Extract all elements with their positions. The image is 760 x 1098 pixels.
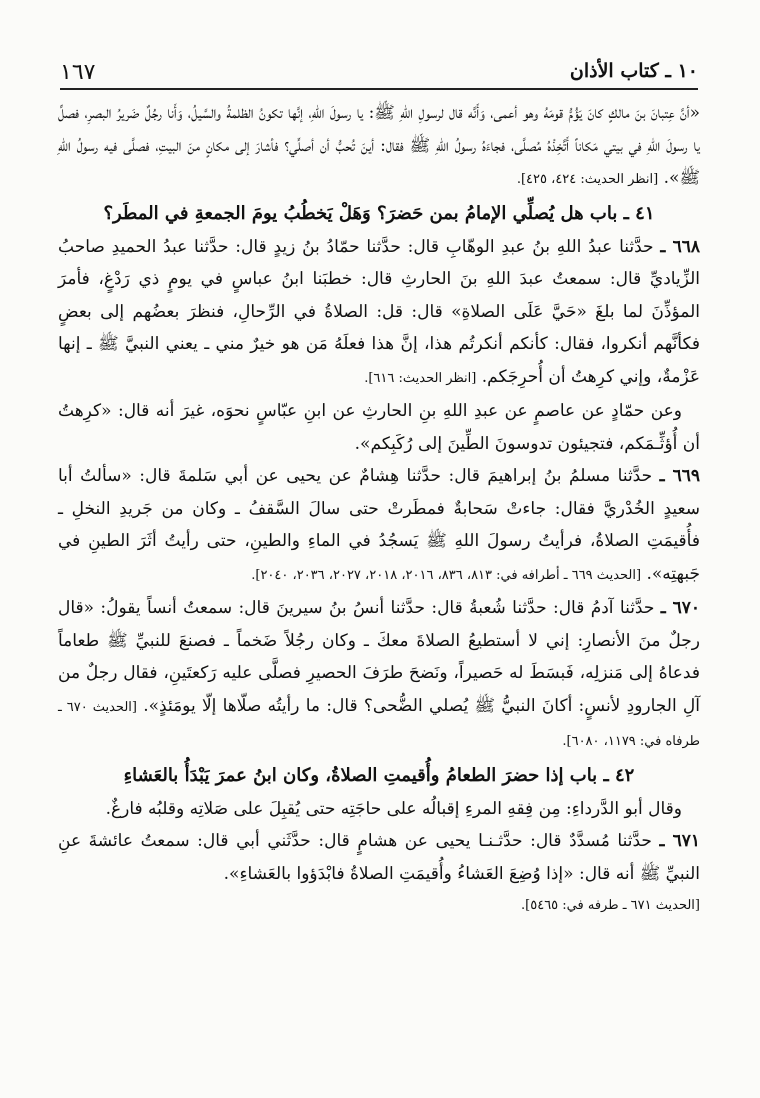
hadith-text: حدَّثنا عبدُ اللهِ بنُ عبدِ الوهّابِ قال: حدَّثنا حمّادُ بنُ زيدٍ قال: حدَّثنا عبدُ الحميدِ صاحبُ الزِّياديِّ قال: سمعتُ عبدَ اللهِ بنَ الحارثِ قال: خطبَنا ابنُ عباسٍ في يومٍ ذي رَدْغٍ، فأمرَ المؤذِّنَ لما بلغَ «حَيَّ عَلَى الصلاةِ» قال: قل: الصلاةُ في الرِّحالِ، فنظرَ بعضُهم إلى بعضٍ فكأنَّهم أنكروا، فقال: كأنكم أنكرتُم هذا، إنَّ هذا فعلَهُ مَن هو خيرٌ مني ـ يعني النبيَّ ﷺ ـ إنها عَزْمةٌ، وإني كرِهتُ أن أُحرِجَكم.	[58, 236, 700, 387]
hadith-reference: [الحديث ٦٦٩ ـ أطرافه في: ٨١٣، ٨٣٦، ٢٠١٦، ٢٠١٨، ٢٠٢٧، ٢٠٣٦، ٢٠٤٠].	[251, 567, 642, 583]
running-head: ١٠ ـ كتاب الأذان	[569, 60, 698, 82]
header-rule	[60, 88, 698, 90]
hadith-669	[58, 460, 700, 592]
hadith-continuation	[58, 97, 700, 197]
hadith-reference: [انظر الحديث: ٤٢٤، ٤٢٥].	[516, 172, 659, 187]
hadith-reference: [انظر الحديث: ٦١٦].	[364, 370, 477, 386]
chapter-heading-41: ٤١ ـ باب هل يُصلِّي الإمامُ بمن حَضرَ؟ وَهَلْ يَخطُبُ يومَ الجمعةِ في المطَر؟	[103, 202, 655, 224]
page-header	[60, 58, 698, 90]
chapter-heading-42: ٤٢ ـ باب إذا حضرَ الطعامُ وأُقيمتِ الصلاةُ، وكان ابنُ عمرَ يَبْدَأُ بالعَشاءِ	[123, 764, 635, 786]
hadith-number: ٦٦٩ ـ	[659, 466, 700, 486]
hadith-text: حدَّثنا آدمُ قال: حدَّثنا شُعبةُ قال: حدَّثنا أنسُ بنُ سيرينَ قال: سمعتُ أنساً يقولُ: «قال رجلٌ منَ الأنصارِ: إني لا أستطيعُ الصلاةَ معكَ ـ وكان رجُلاً ضَخماً ـ فصنعَ للنبيِّ ﷺ طعاماً فدعاهُ إلى مَنزلِه، فَبسَطَ له حَصيراً، ونَضحَ طرَفَ الحصيرِ فصلَّى عليه رَكعتَينِ، فقال رجلٌ من آلِ الجارودِ لأنسٍ: أكانَ النبيُّ ﷺ يُصلي الضُّحى؟ قال: ما رأيتُه صلّاها إلّا يومَئذٍ».	[58, 598, 700, 716]
hadith-text: «أنَّ عِتبانَ بنَ مالكٍ كانَ يَؤُمُّ قومَهُ وهو أعمى، وَأَنَّه قال لرسولِ اللهِ ﷺ: يا رسولَ اللهِ، إنَّها تكونُ الظلمةُ والسَّيلُ، وَأَنا رجُلٌ ضَريرُ البصرِ، فصلِّ يا رسولَ اللهِ في بيتي مَكاناً أَتَّخِذْهُ مُصلَّى، فجاءَهُ رسولُ اللهِ ﷺ فقال: أينَ تُحبُّ أن أصلِّي؟ فأشارَ إلى مكانٍ منَ البيتِ، فصلَّى فيه رسولُ اللهِ ﷺ».	[58, 103, 700, 188]
abu-darda-statement: وقال أبو الدَّرداءِ: مِن فِقهِ المرءِ إقبالُه على حاجَتِه حتى يُقبِلَ على صَلاتِه وقلبُه فارغٌ.	[105, 798, 682, 819]
hadith-text: حدَّثنا مُسدَّدٌ قال: حدَّثـنـا يحيى عن هشامٍ قال: حدَّثَني أبي قال: سمعتُ عائشةَ عنِ النبيِّ ﷺ أنه قال: «إذا وُضِعَ العَشاءُ وأُقيمَتِ الصلاةُ فابْدَؤوا بالعَشاءِ».	[58, 831, 700, 884]
hadith-668-variant: وعن حمّادٍ عن عاصمٍ عن عبدِ اللهِ بنِ الحارثِ عن ابنِ عبّاسٍ نحوَه، غيرَ أنه قال: «كرِهتُ أن أُؤثِّـمَكم، فتجيئون تدوسونَ الطِّينَ إلى رُكَبِكم».	[58, 401, 700, 454]
hadith-number: ٦٧٠ ـ	[660, 598, 701, 618]
hadith-671	[58, 825, 700, 890]
page-content	[58, 97, 700, 923]
hadith-number: ٦٦٨ ـ	[660, 236, 701, 257]
hadith-670	[58, 592, 700, 759]
hadith-text: حدَّثنا مسلمُ بنُ إبراهيمَ قال: حدَّثنا هِشامٌ عن يحيى عن أبي سَلمةَ قال: «سألتُ أبا سعيدٍ الخُدْريَّ فقال: جاءتْ سَحابةٌ فمطَرتْ حتى سالَ السَّقفُ ـ وكان من جَريدِ النخلِ ـ فأُقيمَتِ الصلاةُ، فرأيتُ رسولَ اللهِ ﷺ يَسجُدُ في الماءِ والطينِ، حتى رأيتُ أثَرَ الطينِ في جَبهتِه».	[58, 466, 700, 584]
page-number: ١٦٧	[60, 60, 96, 85]
hadith-668	[58, 231, 700, 396]
hadith-number: ٦٧١ ـ	[659, 831, 700, 851]
hadith-reference: [الحديث ٦٧٠ ـ طرفاه في: ١١٧٩، ٦٠٨٠].	[58, 699, 700, 749]
hadith-671-reference: [الحديث ٦٧١ ـ طرفه في: ٥٤٦٥].	[521, 898, 700, 913]
